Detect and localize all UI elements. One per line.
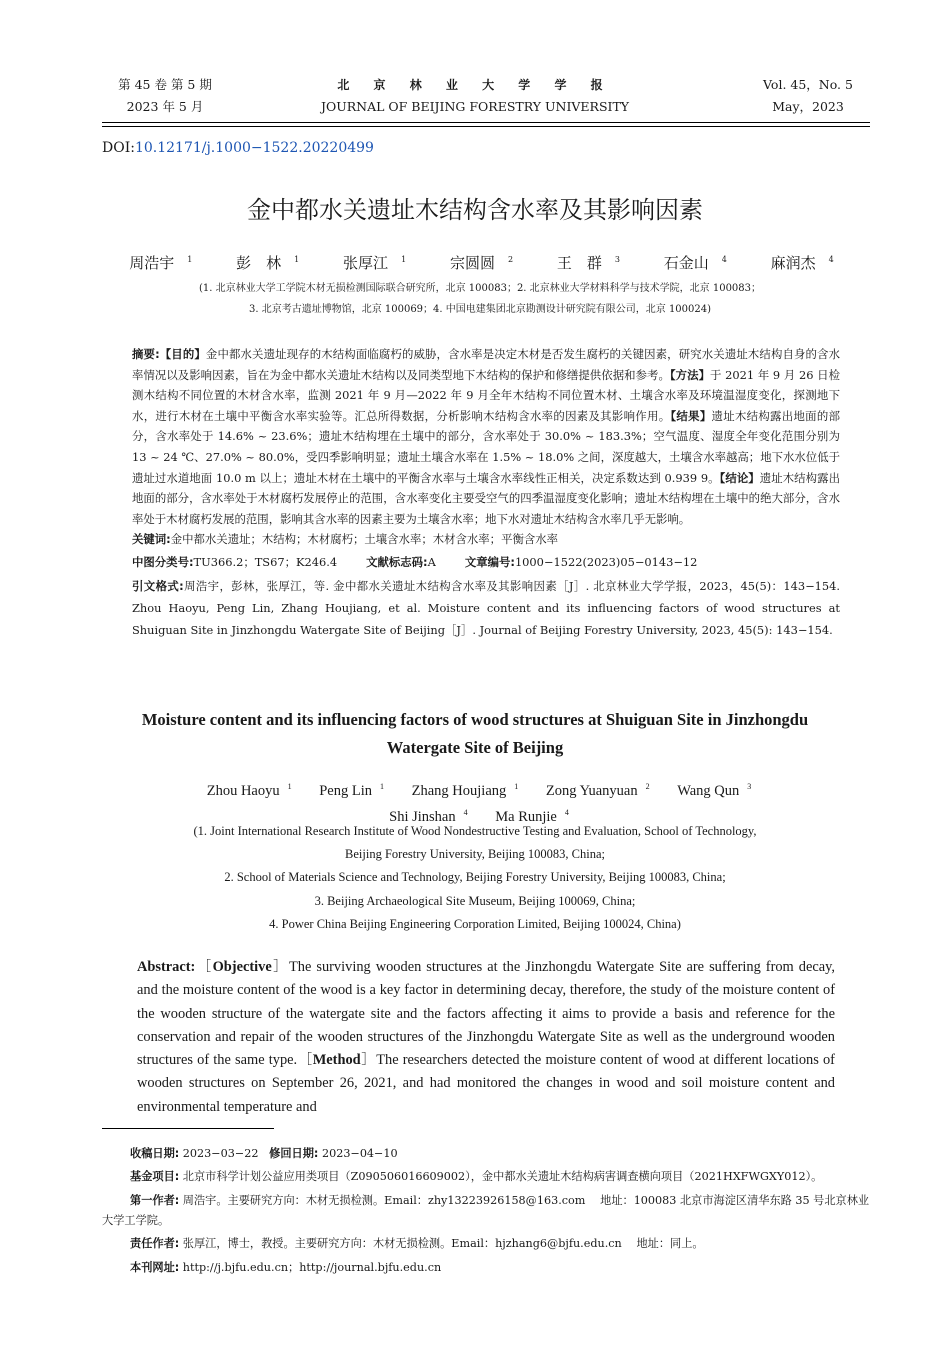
author-en: Peng Lin $^1$ — [319, 782, 384, 799]
abstract-cn-body: 摘要:【目的】金中都水关遗址现存的木结构面临腐朽的威胁，含水率是决定木材是否发生腐朽的关键因素，研究水关遗址木结构自身的含水率情况以及影响因素，旨在为金中都水关遗址木结构以及同类型地下木结构的保护和修缮提供依据和参考。【方法】于 2021 年 9 月 26 日检测木结构不同位置的木材含水率，监测 2021 年 9 月—2022 年 9 月全年木结构不同位置木材、土壤含水率及环境温湿度变化，探测地下水，进行木材在土壤中平衡含水率实验等。汇总所得数据，分析影响木结构含水率的因素及其影响作用。【结果】遗址木结构露出地面的部分，含水率处于 14.6% ~ 23.6%；遗址木结构埋在土壤中的部分，含水率处于 30.0% ~ 183.3%；空气温度、湿度全年变化范围分别为 13 ~ 24 ℃、27.0% ~ 80.0%，受四季影响明显；遗址土壤含水率在 1.5% ~ 18.0% 之间，深度越大，土壤含水率越高；地下水水位低于遗址过水道地面 10.0 m 以上；遗址木材在土壤中的平衡含水率与土壤含水率线性正相关，决定系数达到 0.939 9。【结论】遗址木结构露出地面的部分，含水率处于木材腐朽发展停止的范围，含水率变化主要受空气的四季温湿度变化影响；遗址木结构埋在土壤中的绝大部分，含水率处于木材腐朽发展的范围，影响其含水率的因素主要为土壤含水率；地下水对遗址木结构含水率几乎无影响。 — [132, 347, 840, 526]
author-en: Zong Yuanyuan $^2$ — [545, 782, 650, 799]
fund-note: 基金项目: 北京市科学计划公益应用类项目（Z090506016609002），金中都水关遗址木结构病害调查横向项目（2021HXFWGXY012）。 — [130, 1170, 823, 1184]
journal-name-en: JOURNAL OF BEIJING FORESTRY UNIVERSITY — [320, 99, 630, 114]
abstract-cn — [132, 344, 840, 642]
authors-en-line1 — [150, 776, 800, 802]
author-en: Zhang Houjiang $^1$ — [411, 782, 519, 799]
author-cn: 宗圆圆 $^2$ — [449, 254, 514, 272]
doi-line — [102, 140, 374, 156]
volume-issue-en: Vol. 45，No. 5 — [763, 77, 853, 92]
journal-name-cn: 北 京 林 业 大 学 学 报 — [337, 78, 613, 92]
doi-link[interactable]: 10.12171/j.1000−1522.20220499 — [134, 140, 374, 156]
author-cn: 麻润杰 $^4$ — [770, 254, 834, 272]
author-cn: 周浩宇 $^1$ — [129, 254, 193, 272]
author-en: Wang Qun $^3$ — [677, 782, 752, 799]
abstract-en: Abstract:［Objective］The surviving wooden structures at the Jinzhongdu Watergate Site are suffering from decay, and the moisture content of the wood is a key factor in determining decay, therefore, the study of the moisture content of the wooden structure of the watergate site and the factors affecting it aims to provide a basis and reference for the conservation and repair of the wooden structures of the Jinzhongdu Watergate Site as well as the underground wooden structures of the same type.［Method］The researchers detected the moisture content of wood at different locations of wooden structures on September 26, 2021, and had monitored the changes in wood and soil moisture content and environmental temperature and — [137, 959, 835, 1115]
date-cn: 2023 年 5 月 — [126, 99, 204, 114]
author-en: Shi Jinshan $^4$ — [389, 807, 468, 825]
header-rule-thick — [102, 126, 870, 127]
author-en: Ma Runjie $^4$ — [495, 807, 569, 825]
author-cn: 张厚江 $^1$ — [343, 254, 407, 272]
doi-prefix: DOI: — [102, 140, 135, 156]
affiliations-en — [120, 820, 830, 936]
author-cn: 王 群 $^3$ — [556, 254, 620, 272]
author-en: Zhou Haoyu $^1$ — [206, 782, 292, 799]
affiliation-line: 4. Power China Beijing Engineering Corporation Limited, Beijing 100024, China) — [269, 916, 681, 931]
citation-format: 引文格式:周浩宇，彭林，张厚江，等. 金中都水关遗址木结构含水率及其影响因素［J］. 北京林业大学学报，2023，45(5)：143−154. Zhou Haoyu, Peng Lin, Zhang Houjiang, et al. Moisture content and its influencing factors of wood structures at Shuiguan Site in Jinzhongdu Watergate Site of Beijing［J］. Journal of Beijing Forestry University, 2023, 45(5): 143−154. — [132, 578, 840, 638]
header-left — [110, 74, 220, 118]
first-author-note: 第一作者: 周浩宇。主要研究方向：木材无损检测。Email：zhy13223926158@163.com 地址：100083 北京市海淀区清华东路 35 号北京林业大学工学院。 — [102, 1193, 870, 1227]
affiliation-line: 2. School of Materials Science and Technology, Beijing Forestry University, Beijing 100083, China; — [224, 870, 726, 885]
paper-title-cn: 金中都水关遗址木结构含水率及其影响因素 — [247, 196, 703, 224]
header-center — [300, 74, 650, 118]
authors-cn — [0, 252, 950, 273]
affiliation-line: Beijing Forestry University, Beijing 100083, China; — [345, 847, 605, 862]
footnotes — [102, 1144, 872, 1281]
paper-title-en: Moisture content and its influencing factors of wood structures at Shuiguan Site in Jinzhongdu Watergate Site of Beijing — [141, 710, 809, 757]
author-cn: 石金山 $^4$ — [663, 254, 727, 272]
footnote-rule — [102, 1128, 274, 1129]
header-right — [758, 74, 858, 118]
affiliation-line: (1. 北京林业大学工学院木材无损检测国际联合研究所，北京 100083；2. 北京林业大学材料科学与技术学院，北京 100083； — [198, 283, 762, 294]
journal-website-link[interactable]: http://j.bjfu.edu.cn；http://journal.bjfu.edu.cn — [182, 1260, 442, 1274]
running-header — [0, 72, 950, 124]
affiliation-line: 3. 北京考古遗址博物馆，北京 100069；4. 中国电建集团北京勘测设计研究院有限公司，北京 100024) — [248, 304, 712, 315]
header-rule-thin — [102, 122, 870, 123]
keywords-cn: 关键词:金中都水关遗址；木结构；木材腐朽；土壤含水率；木材含水率；平衡含水率 — [132, 532, 559, 547]
corresponding-author-note: 责任作者: 张厚江，博士，教授。主要研究方向：木材无损检测。Email：hjzhang6@bjfu.edu.cn 地址：同上。 — [130, 1237, 704, 1251]
author-cn: 彭 林 $^1$ — [236, 254, 300, 272]
date-en: May，2023 — [772, 99, 844, 114]
affiliation-line: 3. Beijing Archaeological Site Museum, Beijing 100069, China; — [314, 893, 636, 908]
journal-website-note: 本刊网址: http://j.bjfu.edu.cn；http://journal.bjfu.edu.cn — [130, 1260, 442, 1274]
received-dates: 收稿日期: 2023−03−22 修回日期: 2023−04−10 — [130, 1147, 398, 1160]
classification-line: 中图分类号:TU366.2；TS67；K246.4 文献标志码:A 文章编号:1000−1522(2023)05−0143−12 — [132, 554, 698, 569]
affiliations-cn — [110, 278, 850, 320]
volume-issue-cn: 第 45 卷 第 5 期 — [118, 77, 212, 92]
affiliation-line: (1. Joint International Research Institute of Wood Nondestructive Testing and Evaluation, School of Technology, — [193, 824, 757, 838]
